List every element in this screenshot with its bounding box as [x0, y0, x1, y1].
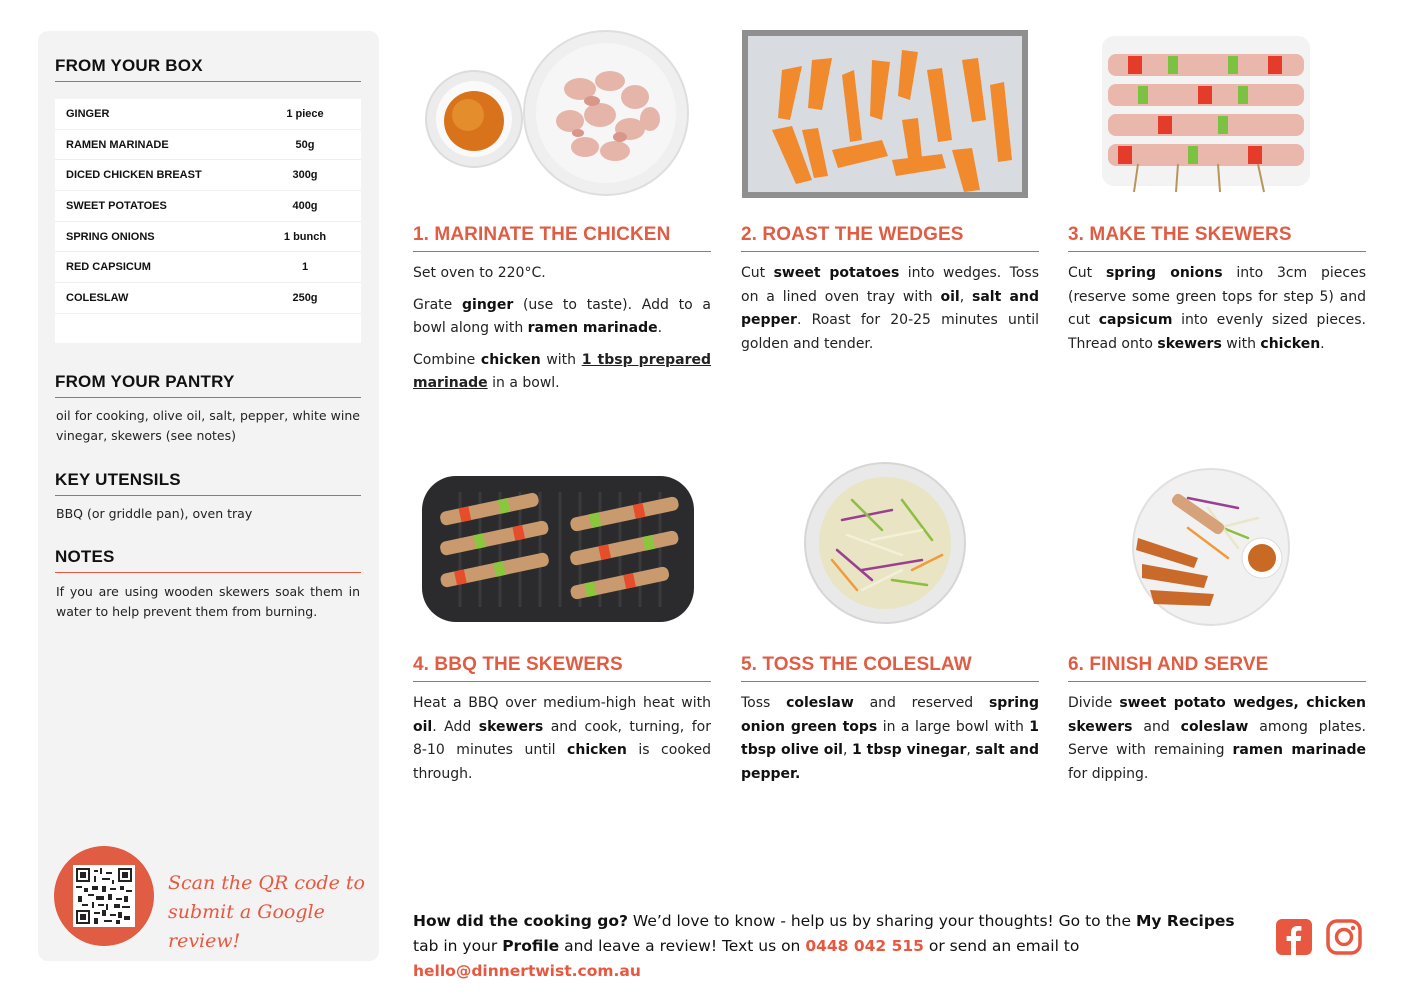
bbq-skewers-photo: [420, 472, 696, 626]
email-link[interactable]: hello@dinnertwist.com.au: [413, 962, 641, 980]
ingredient-name: GINGER: [66, 107, 110, 120]
ingredients-table: [55, 99, 361, 343]
key-utensils-title: KEY UTENSILS: [55, 470, 361, 496]
step-3: [1068, 224, 1366, 364]
notes-text: If you are using wooden skewers soak them in water to help prevent them from burning.: [56, 584, 360, 619]
pantry-text: oil for cooking, olive oil, salt, pepper, white wine vinegar, skewers (see notes): [56, 408, 360, 443]
ingredient-qty: 50g: [295, 138, 315, 151]
from-your-box-title: FROM YOUR BOX: [55, 56, 361, 82]
step-2-para: Cut sweet potatoes into wedges. Toss on a lined oven tray with oil, salt and pepper. Roast for 20-25 minutes until golden and tender.: [741, 265, 1039, 352]
from-your-pantry-title: FROM YOUR PANTRY: [55, 372, 361, 398]
plated-dish-photo: [1128, 468, 1294, 626]
feedback-question: How did the cooking go?: [413, 912, 628, 930]
ingredient-qty: 400g: [292, 199, 318, 212]
step-5: [741, 654, 1039, 794]
step-1-body: [413, 262, 711, 396]
ingredient-row: [55, 222, 361, 253]
step-6: [1068, 654, 1366, 794]
qr-cta-line: Scan the QR code to: [168, 872, 365, 894]
utensils-text: BBQ (or griddle pan), oven tray: [56, 506, 253, 521]
marinade-chicken-photo: [420, 29, 692, 199]
ingredient-name: RAMEN MARINADE: [66, 138, 169, 151]
step-2: [741, 224, 1039, 364]
step-4: [413, 654, 711, 794]
ingredient-qty: 1 piece: [286, 107, 324, 120]
qr-cta-line: submit a Google review!: [168, 901, 325, 952]
ingredient-row: [55, 160, 361, 191]
step-2-title: 2. ROAST THE WEDGES: [741, 224, 1039, 252]
my-recipes-link[interactable]: My Recipes: [1135, 912, 1235, 930]
ingredient-row: [55, 99, 361, 130]
ingredient-qty: 250g: [292, 291, 318, 304]
coleslaw-bowl-photo: [802, 460, 968, 626]
ingredient-qty: 300g: [292, 169, 318, 182]
feedback-footer: How did the cooking go? We’d love to know - help us by sharing your thoughts! Go to the My Recipes tab in your Profile and leave a review! Text us on 0448 042 515 or send an email to hello@dinnertwist.com.au: [413, 912, 1235, 980]
step-2-body: [741, 262, 1039, 356]
step-1-para: Set oven to 220°C.: [413, 265, 546, 281]
ingredient-qty: 1 bunch: [283, 230, 327, 243]
ingredient-name: RED CAPSICUM: [66, 261, 151, 274]
step-4-para: Heat a BBQ over medium-high heat with oil. Add skewers and cook, turning, for 8-10 minutes until chicken is cooked through.: [413, 695, 711, 782]
step-1-title: 1. MARINATE THE CHICKEN: [413, 224, 711, 252]
qr-code-icon[interactable]: [73, 865, 135, 927]
step-1-para: Combine chicken with 1 tbsp prepared marinade in a bowl.: [413, 351, 711, 391]
ingredient-name: DICED CHICKEN BREAST: [66, 169, 202, 182]
step-4-body: [413, 692, 711, 786]
ingredient-row: [55, 252, 361, 283]
step-3-para: Cut spring onions into 3cm pieces (reserve some green tops for step 5) and cut capsicum into evenly sized pieces. Thread onto skewers with chicken.: [1068, 265, 1367, 352]
step-3-title: 3. MAKE THE SKEWERS: [1068, 224, 1366, 252]
step-6-para: Divide sweet potato wedges, chicken skewers and coleslaw among plates. Serve with remaining ramen marinade for dipping.: [1068, 695, 1366, 782]
raw-skewers-photo: [1098, 34, 1316, 199]
ingredient-name: SPRING ONIONS: [66, 230, 155, 243]
sweet-potato-wedges-photo: [742, 30, 1028, 198]
ingredient-row: [55, 191, 361, 222]
step-1: [413, 224, 711, 404]
ingredient-row: [55, 130, 361, 161]
profile-link[interactable]: Profile: [502, 937, 560, 955]
facebook-icon[interactable]: [1275, 918, 1313, 956]
qr-review-cta: [168, 869, 368, 956]
step-5-body: [741, 692, 1039, 786]
ingredient-qty: 1: [301, 261, 309, 274]
ingredient-name: COLESLAW: [66, 291, 129, 304]
phone-link[interactable]: 0448 042 515: [805, 937, 924, 955]
step-6-title: 6. FINISH AND SERVE: [1068, 654, 1366, 682]
step-6-body: [1068, 692, 1366, 786]
notes-title: NOTES: [55, 547, 361, 573]
step-3-body: [1068, 262, 1366, 356]
step-4-title: 4. BBQ THE SKEWERS: [413, 654, 711, 682]
instagram-icon[interactable]: [1325, 918, 1363, 956]
step-1-para: Grate ginger (use to taste). Add to a bowl along with ramen marinade.: [413, 296, 711, 336]
ingredients-sidebar: [38, 31, 379, 961]
ingredient-name: SWEET POTATOES: [66, 199, 167, 212]
step-5-title: 5. TOSS THE COLESLAW: [741, 654, 1039, 682]
qr-code-badge[interactable]: [54, 846, 154, 946]
ingredient-row: [55, 283, 361, 314]
step-5-para: Toss coleslaw and reserved spring onion green tops in a large bowl with 1 tbsp olive oil, 1 tbsp vinegar, salt and pepper.: [741, 695, 1040, 782]
